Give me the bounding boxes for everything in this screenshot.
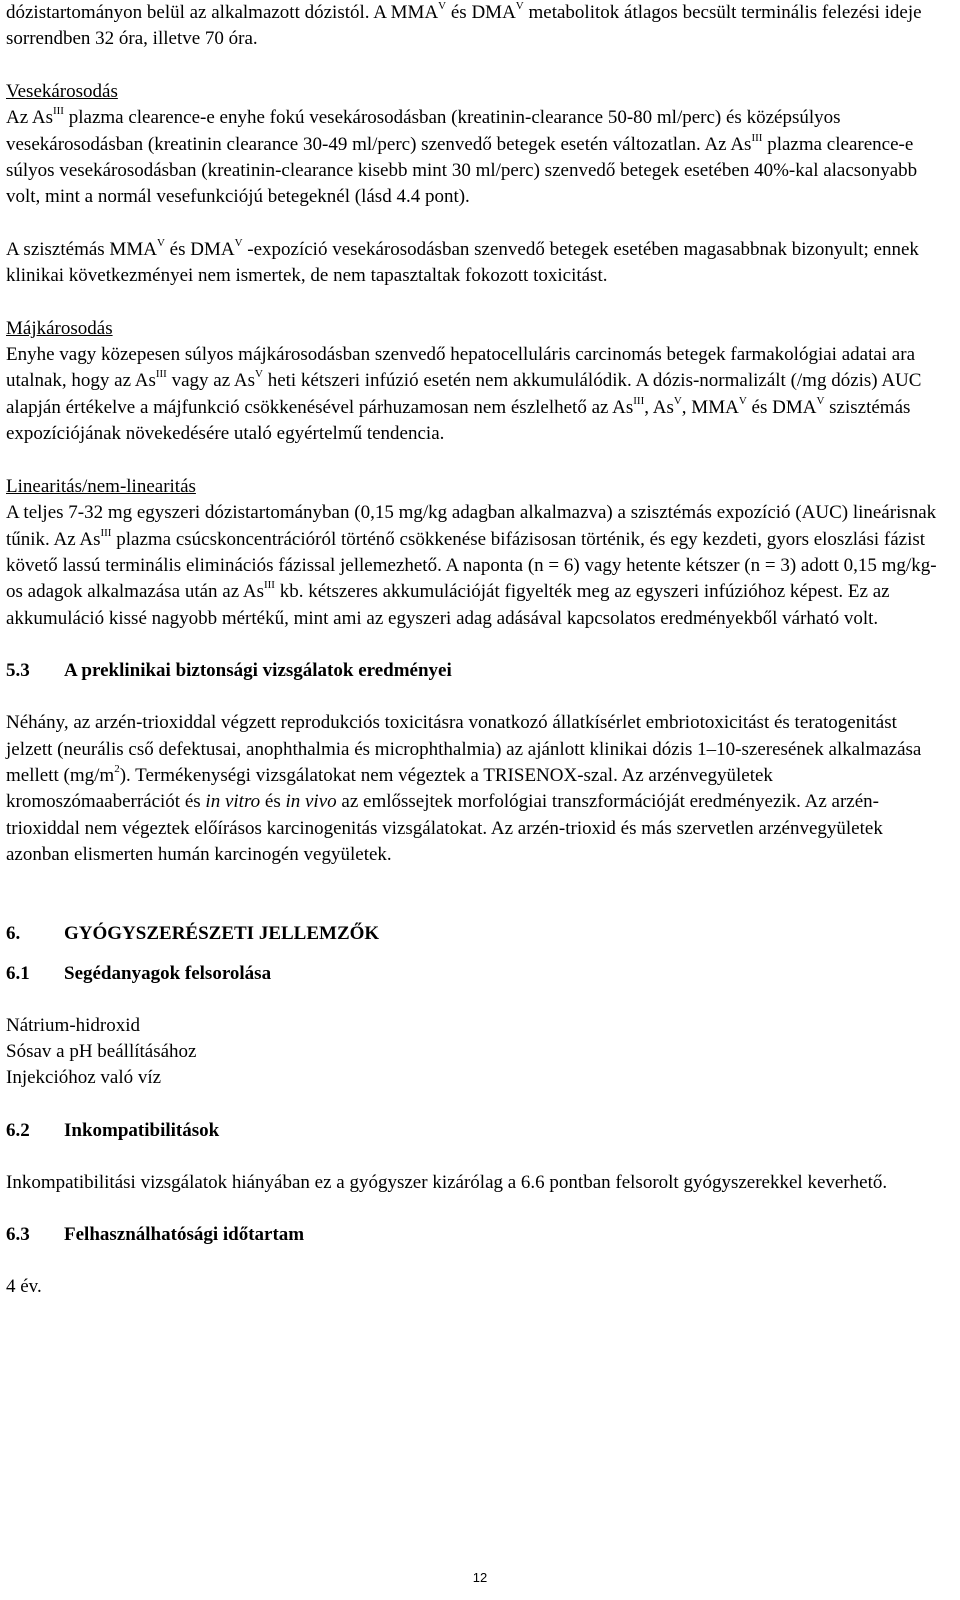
- text-run: és DMA: [164, 238, 235, 260]
- superscript: V: [156, 236, 165, 249]
- section-number: 6.: [6, 922, 21, 944]
- shelf-life-text: 4 év.: [6, 1276, 42, 1298]
- superscript: III: [263, 579, 275, 592]
- superscript: V: [738, 394, 747, 407]
- text-run: dózistartományon belül az alkalmazott dózistól. A MMA: [6, 2, 439, 23]
- heading-5-3: [6, 658, 948, 684]
- superscript: III: [100, 526, 112, 539]
- heading-6-3: [6, 1222, 948, 1248]
- text-run: és: [260, 791, 286, 813]
- text-run: metabolitok átlagos becsült terminális felezési ideje sorrendben 32 óra, illetve 70 óra.: [6, 2, 922, 50]
- preclinical-paragraph: [6, 710, 948, 868]
- subheading-hepatic: Májkárosodás: [6, 317, 113, 339]
- italic-term: in vivo: [285, 791, 337, 813]
- linearity-section: [6, 474, 948, 632]
- text-run: A szisztémás MMA: [6, 238, 157, 260]
- list-item: Sósav a pH beállításához: [6, 1040, 197, 1062]
- superscript: V: [515, 0, 524, 12]
- text-run: plazma csúcskoncentrációról történő csökkenése bifázisosan történik, és egy kezdeti, gyors eloszlási fázist követő lassú terminális eliminációs fázissal jellemezhető. A naponta (n = 6) vagy hetente kétszer (n = 3) adott 0,15 mg/kg-os adagok alkalmazása után az As: [6, 528, 937, 603]
- text-run: vagy az As: [166, 370, 255, 392]
- text-run: heti kétszeri infúzió esetén nem akkumulálódik. A dózis-normalizált (/mg dózis) AUC alapján értékelve a májfunkció csökkenésével párhuzamosan nem észlelhető az As: [6, 370, 922, 418]
- text-run: plazma clearence-e enyhe fokú vesekárosodásban (kreatinin-clearance 50-80 ml/perc) és középsúlyos vesekárosodásban (kreatinin clearance 30-49 ml/perc) szenvedő betegek esetén változatlan. Az As: [6, 107, 841, 155]
- intro-paragraph: [6, 0, 948, 53]
- text-run: plazma clearence-e súlyos vesekárosodásban (kreatinin-clearance kisebb mint 30 ml/perc) szenvedő betegek esetében 40%-kal alacsonyabb volt, mint a normál vesefunkciójú betegeknél (lásd 4.4 pont).: [6, 133, 918, 208]
- text-run: -expozíció vesekárosodásban szenvedő betegek esetében magasabbnak bizonyult; ennek klinikai következményei nem ismertek, de nem tapasztaltak fokozott toxicitást.: [6, 238, 919, 287]
- section-title: Felhasználhatósági időtartam: [64, 1224, 305, 1246]
- text-run: , MMA: [681, 396, 739, 418]
- text-run: A teljes 7-32 mg egyszeri dózistartományban (0,15 mg/kg adagban alkalmazva) a szisztémás expozíció (AUC) lineárisnak tűnik. Az As: [6, 502, 937, 550]
- text-run: Enyhe vagy közepesen súlyos májkárosodásban szenvedő hepatocelluláris carcinomás betegek farmakológiai adatai ara utalnak, hogy az As: [6, 344, 916, 392]
- hepatic-section: [6, 316, 948, 448]
- text-run: , As: [644, 396, 674, 418]
- superscript: 2: [114, 762, 120, 775]
- text-run: és DMA: [446, 2, 516, 23]
- section-title: Inkompatibilitások: [64, 1119, 220, 1141]
- section-title: Segédanyagok felsorolása: [64, 962, 272, 984]
- section-number: 6.1: [6, 962, 30, 984]
- superscript: III: [633, 394, 645, 407]
- renal-section: [6, 79, 948, 211]
- text-run: Az As: [6, 107, 53, 129]
- incompatibility-paragraph: Inkompatibilitási vizsgálatok hiányában ez a gyógyszer kizárólag a 6.6 pontban felsorolt gyógyszerekkel keverhető.: [6, 1171, 888, 1193]
- section-number: 6.3: [6, 1224, 30, 1246]
- list-item: Injekcióhoz való víz: [6, 1067, 162, 1089]
- superscript: III: [751, 131, 763, 144]
- text-run: ). Termékenységi vizsgálatokat nem végeztek a TRISENOX-szal. Az arzénvegyületek kromoszómaaberrációt és: [6, 764, 773, 813]
- section-title: A preklinikai biztonsági vizsgálatok eredményei: [64, 660, 452, 682]
- superscript: V: [234, 236, 243, 249]
- text-run: kb. kétszeres akkumulációját figyelték meg az egyszeri infúzióhoz képest. Ez az akkumuláció kissé nagyobb mértékű, mint ami az egyszeri adag adásával kapcsolatos eredményekből várható volt.: [6, 581, 890, 629]
- superscript: V: [254, 368, 263, 381]
- subheading-renal: Vesekárosodás: [6, 80, 118, 102]
- subheading-linearity: Linearitás/nem-linearitás: [6, 475, 196, 497]
- heading-6-1: [6, 961, 948, 987]
- text-run: és DMA: [746, 396, 817, 418]
- heading-6: [6, 921, 948, 947]
- document-page: [6, 0, 948, 1301]
- superscript: III: [155, 368, 167, 381]
- excipient-list: [6, 1013, 948, 1092]
- italic-term: in vitro: [205, 791, 261, 813]
- page-number: 12: [472, 1570, 488, 1585]
- superscript: V: [438, 0, 447, 12]
- text-run: szisztémás expozíciójának növekedésére utaló egyértelmű tendencia.: [6, 396, 911, 445]
- text-run: az emlőssejtek morfológiai transzformációját eredményezik. Az arzén-trioxiddal nem végeztek előírásos karcinogenitás vizsgálatokat. Az arzén-trioxid és más szervetlen arzénvegyületek azonban elismerten humán karcinogén vegyületek.: [6, 791, 883, 866]
- renal-exposure-paragraph: [6, 237, 948, 290]
- section-number: 6.2: [6, 1119, 30, 1141]
- section-title: GYÓGYSZERÉSZETI JELLEMZŐK: [64, 922, 380, 944]
- superscript: V: [673, 394, 682, 407]
- text-run: Néhány, az arzén-trioxiddal végzett reprodukciós toxicitásra vonatkozó állatkísérlet embriotoxicitást és teratogenitást jelzett (neurális cső defektusai, anophthalmia és microphthalmia) az ajánlott klinikai dózis 1–10-szeresének alkalmazása mellett (mg/m: [6, 712, 922, 786]
- list-item: Nátrium-hidroxid: [6, 1014, 141, 1036]
- heading-6-2: [6, 1118, 948, 1144]
- superscript: III: [52, 105, 64, 118]
- superscript: V: [816, 394, 825, 407]
- section-number: 5.3: [6, 660, 30, 682]
